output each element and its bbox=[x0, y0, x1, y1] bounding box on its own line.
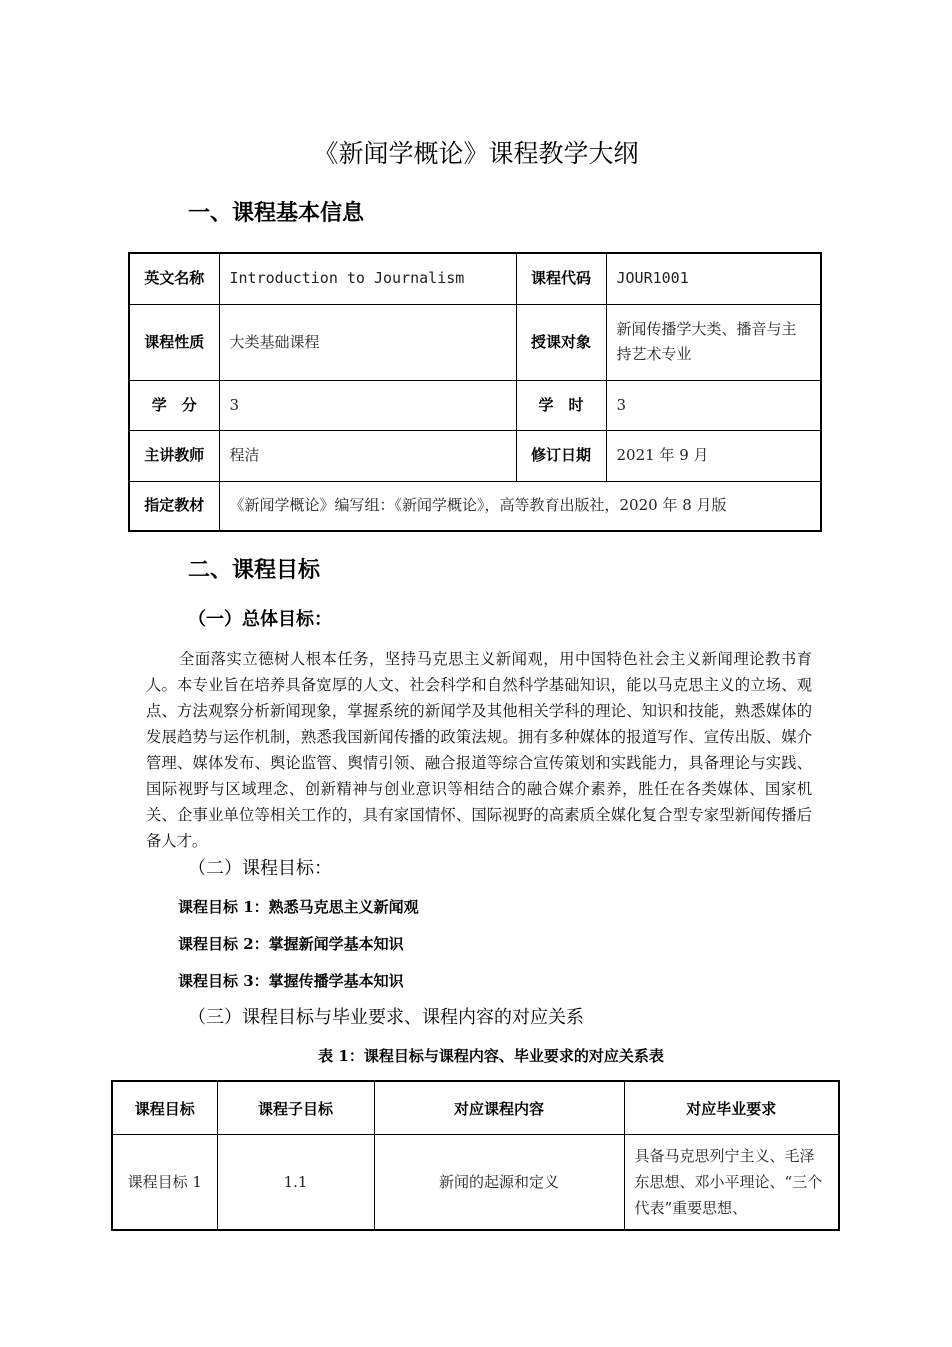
subheading-mapping: （三）课程目标与毕业要求、课程内容的对应关系 bbox=[188, 1007, 584, 1028]
table-caption: 表 1：课程目标与课程内容、毕业要求的对应关系表 bbox=[318, 1047, 664, 1065]
value-revision-date: 2021 年 9 月 bbox=[606, 430, 821, 481]
info-row-course-nature bbox=[129, 304, 821, 380]
cell-requirement: 具备马克思列宁主义、毛泽东思想、邓小平理论、“三个代表”重要思想、 bbox=[624, 1135, 839, 1231]
info-row-instructor bbox=[129, 430, 821, 481]
course-goal-1: 课程目标 1：熟悉马克思主义新闻观 bbox=[178, 898, 419, 916]
column-header-content: 对应课程内容 bbox=[374, 1081, 624, 1135]
label-instructor: 主讲教师 bbox=[129, 430, 219, 481]
goal-mapping-table bbox=[111, 1080, 840, 1231]
section-heading-basic-info: 一、课程基本信息 bbox=[188, 201, 365, 226]
overall-goal-paragraph: 全面落实立德树人根本任务，坚持马克思主义新闻观，用中国特色社会主义新闻理论教书育人。本专业旨在培养具备宽厚的人文、社会科学和自然科学基础知识，能以马克思主义的立场、观点、方法观察分析新闻现象，掌握系统的新闻学及其他相关学科的理论、知识和技能，熟悉媒体的发展趋势与运作机制，熟悉我国新闻传播的政策法规。拥有多种媒体的报道写作、宣传出版、媒介管理、媒体发布、舆论监管、舆情引领、融合报道等综合宣传策划和实践能力，具备理论与实践、国际视野与区域理念、创新精神与创业意识等相结合的融合媒介素养，胜任在各类媒体、国家机关、企事业单位等相关工作的，具有家国情怀、国际视野的高素质全媒化复合型专家型新闻传播后备人才。 bbox=[146, 650, 812, 850]
table-row bbox=[112, 1135, 839, 1231]
column-header-requirement: 对应毕业要求 bbox=[624, 1081, 839, 1135]
section-heading-course-goals: 二、课程目标 bbox=[188, 558, 321, 583]
label-course-code: 课程代码 bbox=[516, 253, 606, 304]
course-goal-2: 课程目标 2：掌握新闻学基本知识 bbox=[178, 935, 404, 953]
info-row-textbook bbox=[129, 481, 821, 531]
label-credits: 学 分 bbox=[129, 380, 219, 430]
course-goal-3: 课程目标 3：掌握传播学基本知识 bbox=[178, 972, 404, 990]
label-textbook: 指定教材 bbox=[129, 481, 219, 531]
subheading-course-goals: （二）课程目标： bbox=[188, 858, 332, 879]
value-hours: 3 bbox=[606, 380, 821, 430]
cell-sub-goal: 1.1 bbox=[217, 1135, 374, 1231]
label-target-audience: 授课对象 bbox=[516, 304, 606, 380]
label-hours: 学 时 bbox=[516, 380, 606, 430]
subheading-overall-goal: （一）总体目标： bbox=[188, 609, 332, 630]
value-course-code: JOUR1001 bbox=[606, 253, 821, 304]
label-english-name: 英文名称 bbox=[129, 253, 219, 304]
info-row-credits bbox=[129, 380, 821, 430]
table-header-row bbox=[112, 1081, 839, 1135]
value-target-audience: 新闻传播学大类、播音与主持艺术专业 bbox=[606, 304, 821, 380]
value-course-nature: 大类基础课程 bbox=[219, 304, 516, 380]
column-header-sub-goal: 课程子目标 bbox=[217, 1081, 374, 1135]
info-row-english-name bbox=[129, 253, 821, 304]
value-credits: 3 bbox=[219, 380, 516, 430]
cell-content: 新闻的起源和定义 bbox=[374, 1135, 624, 1231]
document-title: 《新闻学概论》课程教学大纲 bbox=[313, 139, 639, 168]
label-revision-date: 修订日期 bbox=[516, 430, 606, 481]
label-course-nature: 课程性质 bbox=[129, 304, 219, 380]
cell-goal: 课程目标 1 bbox=[112, 1135, 217, 1231]
course-info-table bbox=[128, 252, 822, 532]
value-instructor: 程洁 bbox=[219, 430, 516, 481]
value-english-name: Introduction to Journalism bbox=[219, 253, 516, 304]
column-header-goal: 课程目标 bbox=[112, 1081, 217, 1135]
value-textbook: 《新闻学概论》编写组：《新闻学概论》，高等教育出版社，2020 年 8 月版 bbox=[219, 481, 821, 531]
